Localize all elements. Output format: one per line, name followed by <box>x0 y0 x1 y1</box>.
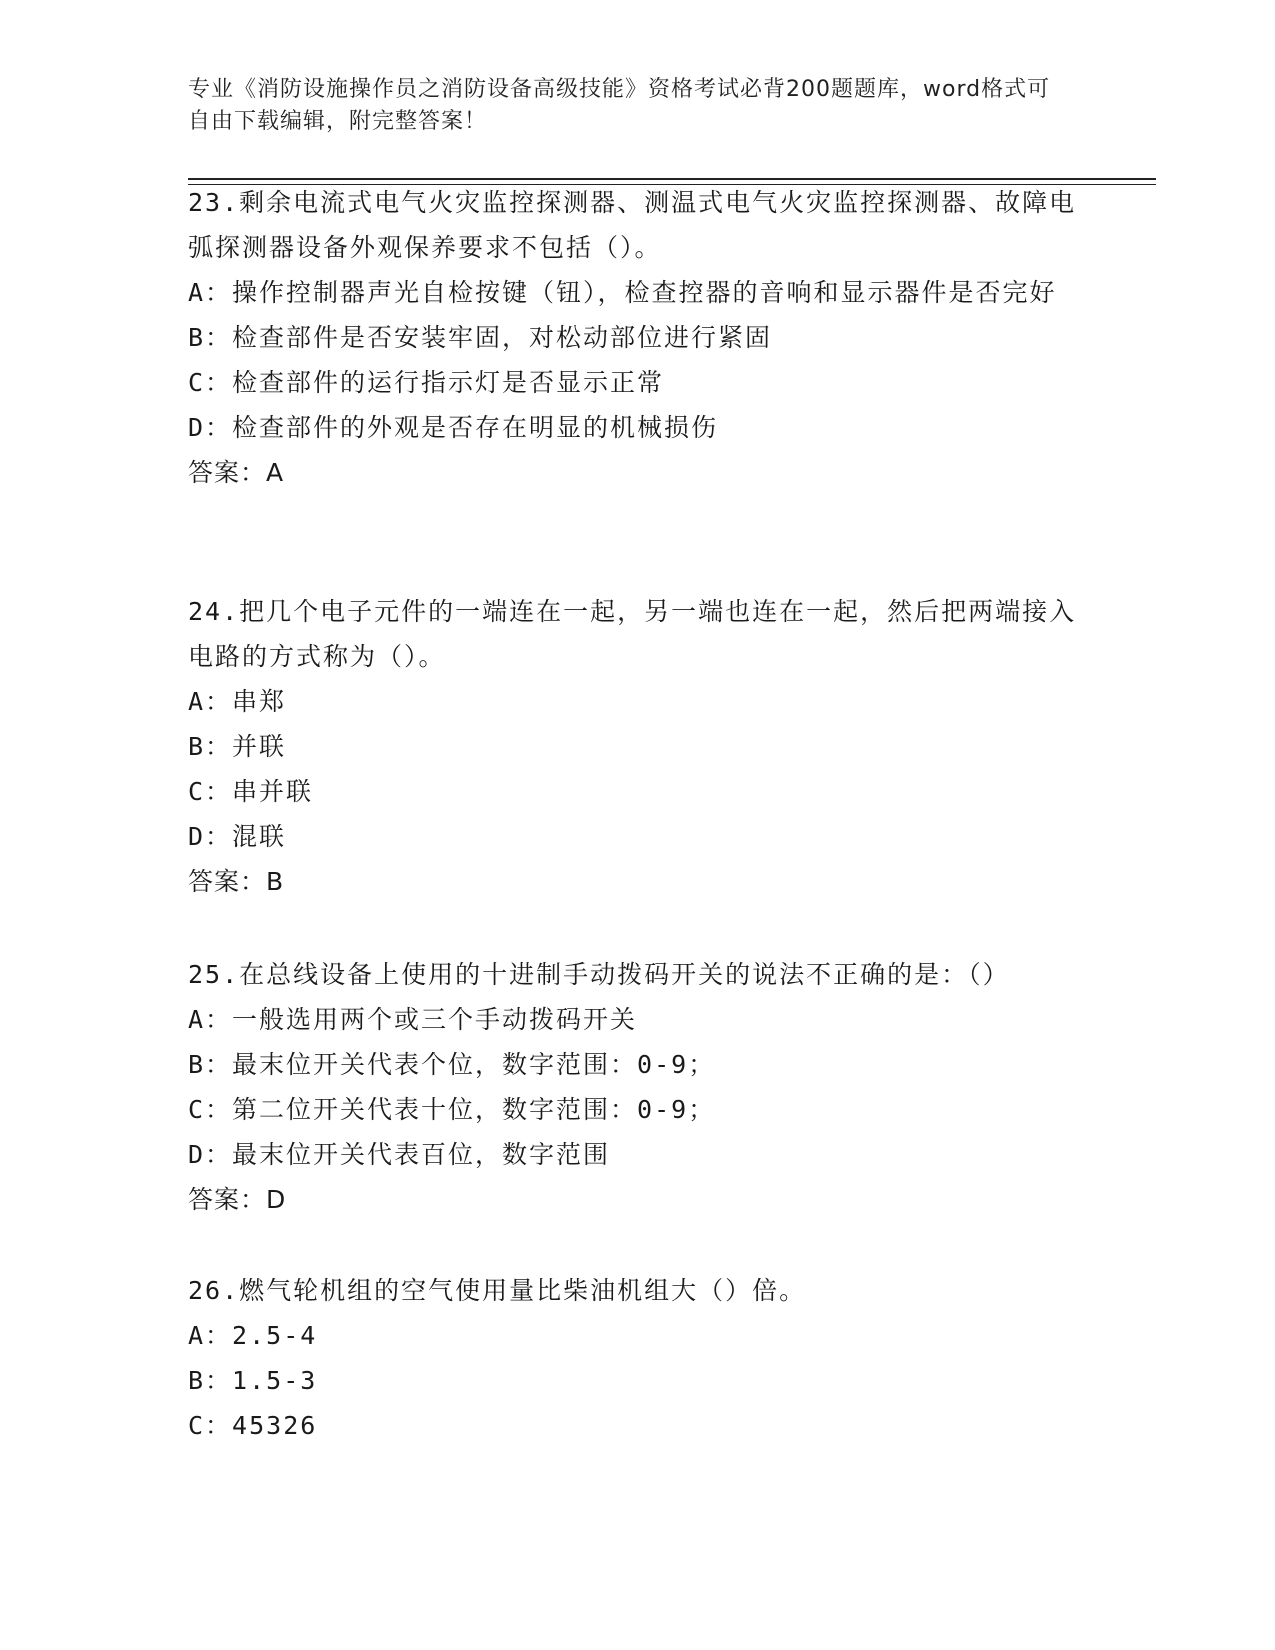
question-stem: 23.剩余电流式电气火灾监控探测器、测温式电气火灾监控探测器、故障电弧探测器设备外观保养要求不包括（）。 <box>188 188 1077 262</box>
answer: 答案：D <box>188 1185 287 1214</box>
question-24 <box>188 589 1088 904</box>
option-a: A：2.5-4 <box>188 1321 318 1350</box>
option-c: C：第二位开关代表十位，数字范围：0-9； <box>188 1095 716 1124</box>
answer: 答案：B <box>188 867 285 896</box>
answer: 答案：A <box>188 458 285 487</box>
question-23 <box>188 180 1088 495</box>
option-a: A：一般选用两个或三个手动拨码开关 <box>188 1005 638 1034</box>
option-d: D：检查部件的外观是否存在明显的机械损伤 <box>188 413 719 442</box>
option-b: B：检查部件是否安装牢固，对松动部位进行紧固 <box>188 323 773 352</box>
option-d: D：混联 <box>188 822 287 851</box>
question-stem: 24.把几个电子元件的一端连在一起，另一端也连在一起，然后把两端接入电路的方式称为（）。 <box>188 597 1077 671</box>
question-25 <box>188 952 1088 1222</box>
option-c: C：检查部件的运行指示灯是否显示正常 <box>188 368 665 397</box>
option-b: B：1.5-3 <box>188 1366 318 1395</box>
option-a: A：串郑 <box>188 687 287 716</box>
option-b: B：并联 <box>188 732 287 761</box>
document-header: 专业《消防设施操作员之消防设备高级技能》资格考试必背200题题库，word格式可自由下载编辑，附完整答案！ <box>188 77 1051 134</box>
option-d: D：最末位开关代表百位，数字范围 <box>188 1140 611 1169</box>
option-c: C：45326 <box>188 1411 318 1440</box>
question-26 <box>188 1268 1088 1448</box>
question-stem: 25.在总线设备上使用的十进制手动拨码开关的说法不正确的是：（） <box>188 960 1010 989</box>
option-c: C：串并联 <box>188 777 314 806</box>
option-a: A：操作控制器声光自检按键（钮），检查控器的音响和显示器件是否完好 <box>188 278 1057 307</box>
question-stem: 26.燃气轮机组的空气使用量比柴油机组大（）倍。 <box>188 1276 807 1305</box>
option-b: B：最末位开关代表个位，数字范围：0-9； <box>188 1050 716 1079</box>
